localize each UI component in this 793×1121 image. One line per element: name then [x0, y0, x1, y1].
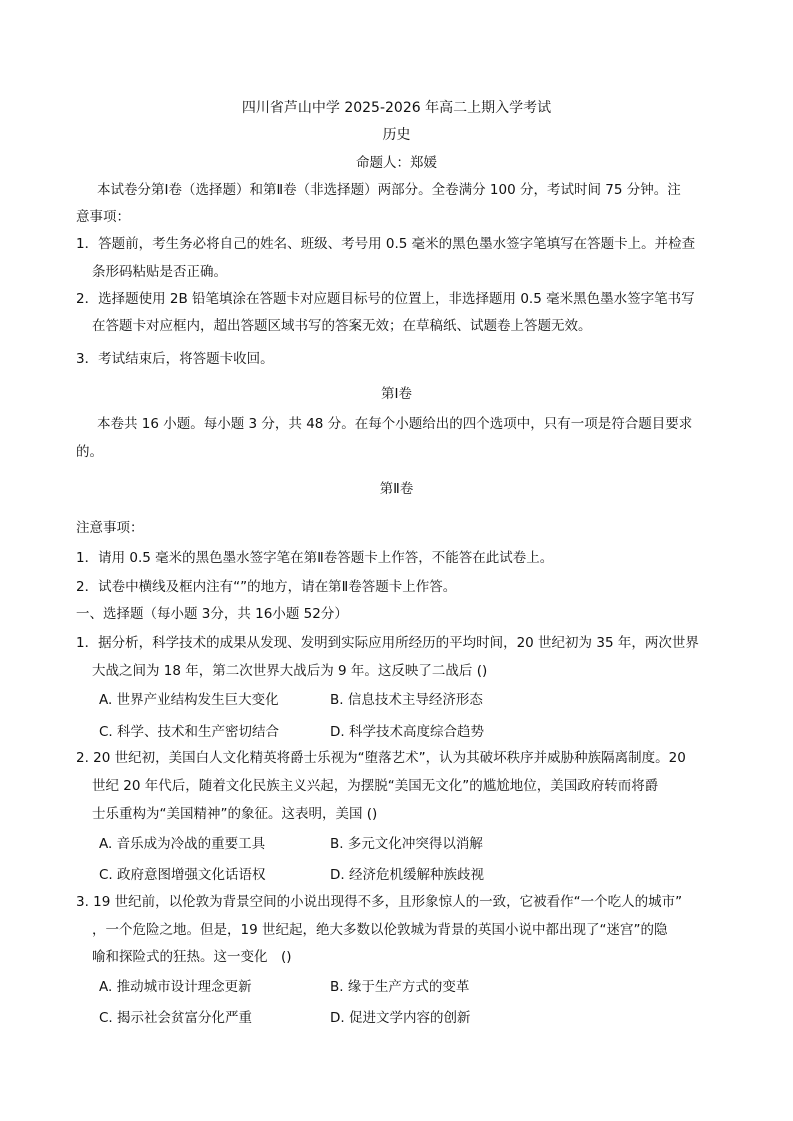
question-2-option-c: C. 政府意图增强文化话语权: [99, 867, 266, 883]
question-3-option-a: A. 推动城市设计理念更新: [99, 979, 252, 995]
question-1-option-c: C. 科学、技术和生产密切结合: [99, 724, 280, 740]
question-1-line-1: 1．据分析，科学技术的成果从发现、发明到实际应用所经历的平均时间，20 世纪初为 35 年，两次世界: [76, 635, 699, 651]
question-2-line-3: 士乐重构为“美国精神”的象征。这表明，美国 (): [92, 806, 378, 822]
question-1-option-a: A. 世界产业结构发生巨大变化: [99, 692, 279, 708]
question-3-option-d: D. 促进文学内容的创新: [330, 1010, 471, 1026]
part2-note-1: 1．请用 0.5 毫米的黑色墨水签字笔在第Ⅱ卷答题卡上作答，不能答在此试卷上。: [76, 550, 554, 566]
question-3-line-1: 3. 19 世纪前，以伦敦为背景空间的小说出现得不多，且形象惊人的一致，它被看作“一个吃人的城市”: [76, 894, 683, 910]
part1-heading: 第Ⅰ卷: [381, 386, 412, 402]
question-1-line-2: 大战之间为 18 年，第二次世界大战后为 9 年。这反映了二战后 (): [92, 663, 488, 679]
question-1-option-b: B. 信息技术主导经济形态: [330, 692, 483, 708]
question-3-line-3: 喻和探险式的狂热。这一变化 (): [92, 949, 292, 965]
part2-notice: 注意事项：: [76, 520, 144, 536]
note-2-line-2: 在答题卡对应框内，超出答题区域书写的答案无效；在草稿纸、试题卷上答题无效。: [92, 318, 592, 334]
note-3: 3．考试结束后，将答题卡收回。: [76, 351, 274, 367]
note-1-line-1: 1．答题前，考生务必将自己的姓名、班级、考号用 0.5 毫米的黑色墨水签字笔填写在答题卡上。并检查: [76, 236, 696, 252]
question-1-option-d: D. 科学技术高度综合趋势: [330, 724, 484, 740]
question-3-line-2: ，一个危险之地。但是，19 世纪起，绝大多数以伦敦城为背景的英国小说中都出现了“迷宫”的隐: [92, 922, 668, 938]
section-heading: 一、选择题（每小题 3分，共 16小题 52分）: [76, 606, 348, 622]
note-2-line-1: 2．选择题使用 2B 铅笔填涂在答题卡对应题目标号的位置上，非选择题用 0.5 毫米黑色墨水签字笔书写: [76, 291, 695, 307]
part1-desc-2: 的。: [76, 444, 103, 460]
question-2-option-d: D. 经济危机缓解种族歧视: [330, 867, 484, 883]
note-1-line-2: 条形码粘贴是否正确。: [92, 264, 227, 280]
author-line: 命题人：郑媛: [356, 155, 437, 171]
part2-heading: 第Ⅱ卷: [379, 481, 414, 497]
question-2-line-2: 世纪 20 年代后，随着文化民族主义兴起，为摆脱“美国无文化”的尴尬地位，美国政府转而将爵: [92, 778, 659, 794]
question-2-option-a: A. 音乐成为冷战的重要工具: [99, 836, 266, 852]
part1-desc-1: 本卷共 16 小题。每小题 3 分，共 48 分。在每个小题给出的四个选项中，只有一项是符合题目要求: [97, 416, 693, 432]
question-2-line-1: 2. 20 世纪初，美国白人文化精英将爵士乐视为“堕落艺术”，认为其破坏秩序并威胁种族隔离制度。20: [76, 750, 686, 766]
intro-line-2: 意事项：: [76, 209, 130, 225]
question-3-option-c: C. 揭示社会贫富分化严重: [99, 1010, 253, 1026]
exam-title: 四川省芦山中学 2025-2026 年高二上期入学考试: [241, 100, 552, 116]
intro-line-1: 本试卷分第Ⅰ卷（选择题）和第Ⅱ卷（非选择题）两部分。全卷满分 100 分，考试时间 75 分钟。注: [97, 182, 681, 198]
subject-title: 历史: [382, 127, 411, 143]
part2-note-2: 2．试卷中横线及框内注有“”的地方，请在第Ⅱ卷答题卡上作答。: [76, 579, 457, 595]
question-3-option-b: B. 缘于生产方式的变革: [330, 979, 470, 995]
question-2-option-b: B. 多元文化冲突得以消解: [330, 836, 483, 852]
